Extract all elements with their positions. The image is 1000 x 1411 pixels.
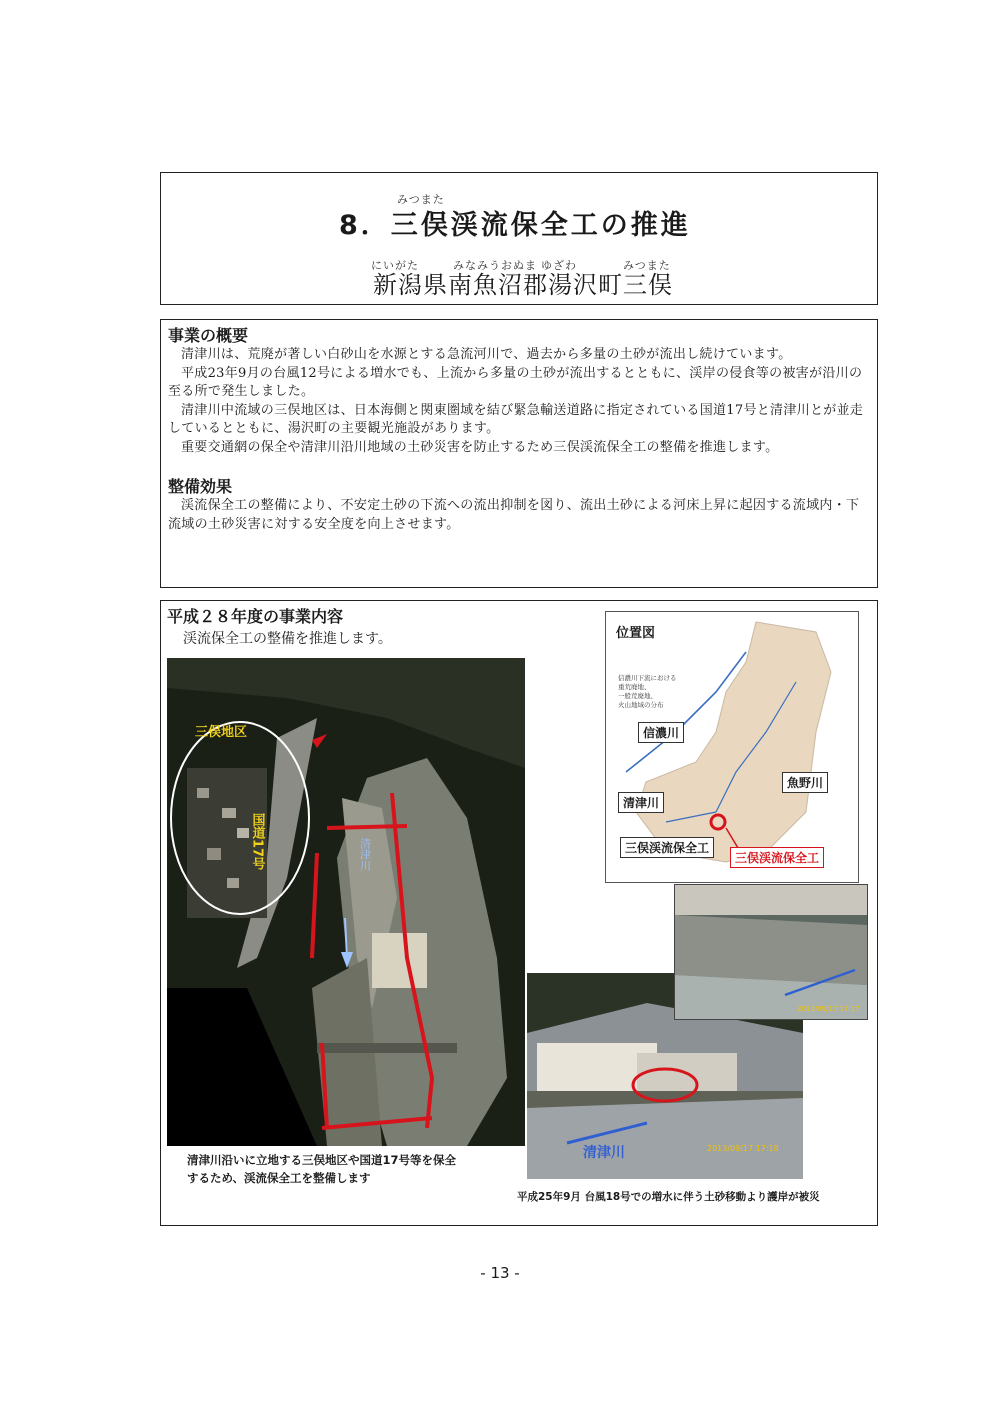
title-box (160, 172, 878, 305)
route-label: 国道17号 (249, 813, 265, 871)
aerial-river-label: 清津川 (358, 838, 372, 871)
inset-photo-graphic (675, 885, 867, 1019)
aerial-caption (187, 1151, 527, 1187)
map-note (618, 674, 677, 710)
overview-paragraph: 平成23年9月の台風12号による増水でも、上流から多量の土砂が流出するとともに、渓岸の侵食等の被害が沿川の至る所で発生しました。 (168, 365, 863, 399)
aerial-photo-graphic (167, 658, 525, 1146)
title-ruby: みつまた (397, 193, 445, 206)
page-number: - 13 - (480, 1264, 520, 1282)
photo-timestamp: 2013/09/17 17:18 (707, 1144, 779, 1153)
aerial-caption-line: 清津川沿いに立地する三俣地区や国道17号等を保全 (187, 1153, 457, 1167)
map-note-line: 重荒廃地、 (618, 683, 651, 691)
map-label-uono: 魚野川 (782, 772, 828, 793)
location-ruby-yuzawa: ゆざわ (541, 259, 577, 272)
district-label: 三俣地区 (195, 725, 248, 740)
overview-paragraph: 重要交通網の保全や清津川沿川地域の土砂災害を防止するため三俣渓流保全工の整備を推進します。 (181, 439, 779, 455)
map-title: 位置図 (616, 626, 656, 641)
overview-paragraph: 清津川中流域の三俣地区は、日本海側と関東圏域を結び緊急輸送道路に指定されている国道17号と清津川とが並走しているとともに、湯沢町の主要観光施設があります。 (168, 402, 864, 436)
map-note-line: 火山地域の分布 (618, 701, 664, 709)
aerial-photo (167, 658, 525, 1146)
inset-photo (674, 884, 868, 1020)
aerial-caption-line: するため、渓流保全工を整備します (187, 1171, 371, 1185)
overview-heading: 事業の概要 (168, 326, 249, 345)
map-label-project: 三俣渓流保全工 (620, 837, 714, 858)
overview-box (160, 319, 878, 588)
title-text: 三俣渓流保全工の推進 (390, 210, 691, 241)
map-note-line: 一般荒廃地、 (618, 692, 657, 700)
section-number: 8． (339, 210, 391, 241)
photo-river-label: 清津川 (583, 1145, 625, 1161)
map-label-kiyotsu: 清津川 (618, 792, 664, 813)
effect-heading: 整備効果 (168, 477, 233, 496)
location-map (605, 611, 859, 883)
location-ruby-minamiuonuma: みなみうおぬま (453, 259, 537, 272)
map-label-shinano: 信濃川 (638, 722, 684, 743)
plan-subtext: 渓流保全工の整備を推進します。 (183, 631, 392, 647)
inset-timestamp: 2013/09/17 17:17 (797, 1005, 860, 1013)
location-ruby-mitsumata: みつまた (623, 259, 671, 272)
disaster-caption: 平成25年9月 台風18号での増水に伴う土砂移動より護岸が被災 (517, 1191, 820, 1203)
plan-heading: 平成２８年度の事業内容 (167, 607, 344, 626)
location-ruby-niigata: にいがた (371, 259, 419, 272)
plan-box (160, 600, 878, 1226)
map-label-project-red: 三俣渓流保全工 (730, 847, 824, 868)
map-note-line: 信濃川下流における (618, 674, 677, 682)
page-title (339, 203, 691, 242)
location-text: 新潟県南魚沼郡湯沢町三俣 (373, 271, 673, 299)
effect-paragraph: 渓流保全工の整備により、不安定土砂の下流への流出抑制を図り、流出土砂による河床上昇に起因する流域内・下流域の土砂災害に対する安全度を向上させます。 (168, 498, 860, 532)
overview-paragraph: 清津川は、荒廃が著しい白砂山を水源とする急流河川で、過去から多量の土砂が流出し続けています。 (181, 347, 792, 362)
